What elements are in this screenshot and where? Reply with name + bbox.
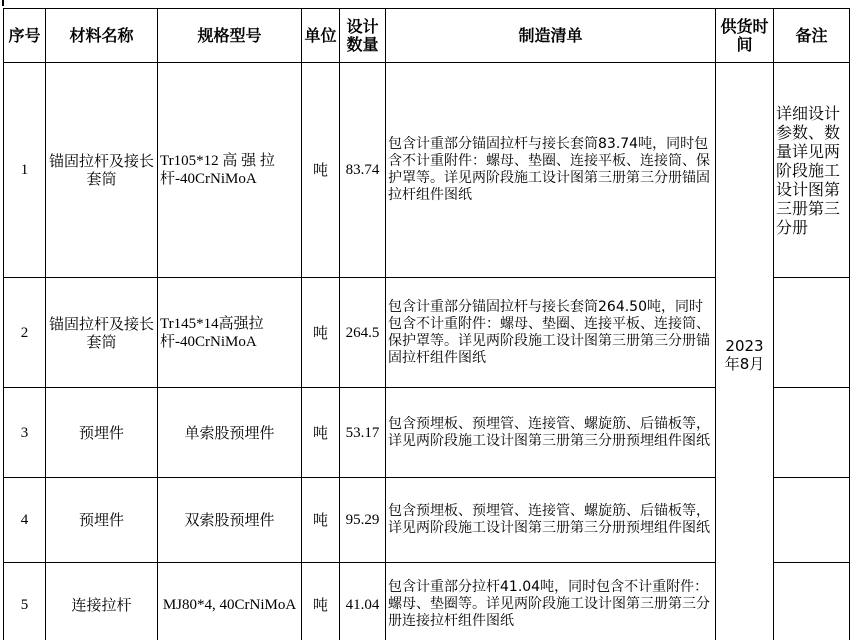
cell-name: 锚固拉杆及接长套筒 [46, 278, 158, 388]
cell-name: 连接拉杆 [46, 563, 158, 640]
header-supply: 供货时间 [716, 9, 774, 63]
cell-no: 1 [4, 63, 46, 278]
header-no: 序号 [4, 9, 46, 63]
cell-qty: 83.74 [340, 63, 386, 278]
cell-spec: Tr145*14高强拉杆-40CrNiMoA [158, 278, 302, 388]
cell-qty: 95.29 [340, 478, 386, 563]
header-name: 材料名称 [46, 9, 158, 63]
cell-remark [774, 478, 850, 563]
header-list: 制造清单 [386, 9, 716, 63]
cell-unit: 吨 [302, 388, 340, 478]
cell-supply: 2023年8月 [716, 63, 774, 640]
table-row [4, 63, 850, 278]
cell-remark [774, 278, 850, 388]
cell-spec: Tr105*12 高 强 拉杆-40CrNiMoA [158, 63, 302, 278]
materials-table [3, 8, 850, 640]
cell-list: 包含计重部分拉杆41.04吨，同时包含不计重附件：螺母、垫圈等。详见两阶段施工设计图第三册第三分册连接拉杆组件图纸 [386, 563, 716, 640]
cell-list: 包含预埋板、预埋管、连接管、螺旋筋、后锚板等，详见两阶段施工设计图第三册第三分册预埋组件图纸 [386, 388, 716, 478]
header-remark: 备注 [774, 9, 850, 63]
cell-list: 包含计重部分锚固拉杆与接长套筒83.74吨，同时包含不计重附件：螺母、垫圈、连接平板、连接筒、保护罩等。详见两阶段施工设计图第三册第三分册锚固拉杆组件图纸 [386, 63, 716, 278]
cell-unit: 吨 [302, 63, 340, 278]
cell-name: 预埋件 [46, 388, 158, 478]
cell-unit: 吨 [302, 278, 340, 388]
cell-no: 2 [4, 278, 46, 388]
cell-spec: 单索股预埋件 [158, 388, 302, 478]
cell-qty: 264.5 [340, 278, 386, 388]
cell-remark [774, 388, 850, 478]
cell-no: 5 [4, 563, 46, 640]
header-row [4, 9, 850, 63]
cell-qty: 41.04 [340, 563, 386, 640]
cell-remark: 详细设计参数、数量详见两阶段施工设计图第三册第三分册 [774, 63, 850, 278]
cell-no: 3 [4, 388, 46, 478]
cell-spec: MJ80*4, 40CrNiMoA [158, 563, 302, 640]
header-qty: 设计数量 [340, 9, 386, 63]
header-unit: 单位 [302, 9, 340, 63]
cell-list: 包含预埋板、预埋管、连接管、螺旋筋、后锚板等，详见两阶段施工设计图第三册第三分册预埋组件图纸 [386, 478, 716, 563]
cell-qty: 53.17 [340, 388, 386, 478]
cell-spec: 双索股预埋件 [158, 478, 302, 563]
cell-unit: 吨 [302, 563, 340, 640]
cell-list: 包含计重部分锚固拉杆与接长套筒264.50吨，同时包含不计重附件：螺母、垫圈、连接平板、连接筒、保护罩等。详见两阶段施工设计图第三册第三分册锚固拉杆组件图纸 [386, 278, 716, 388]
cell-name: 锚固拉杆及接长套筒 [46, 63, 158, 278]
cell-unit: 吨 [302, 478, 340, 563]
cell-no: 4 [4, 478, 46, 563]
header-spec: 规格型号 [158, 9, 302, 63]
cell-name: 预埋件 [46, 478, 158, 563]
cell-remark [774, 563, 850, 640]
page-corner-mark [2, 0, 4, 6]
